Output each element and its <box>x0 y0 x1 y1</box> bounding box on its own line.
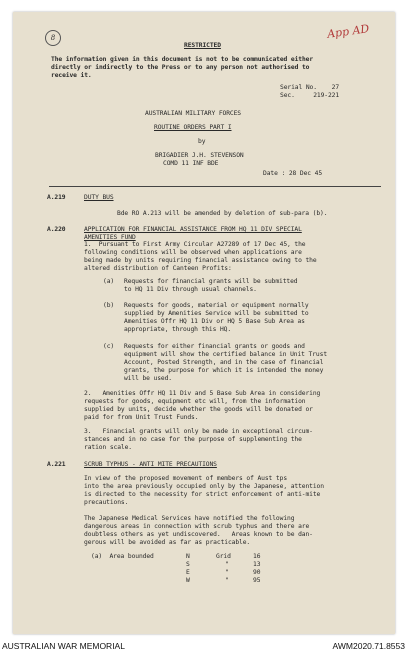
paragraph-line: Amenities Offr HQ 11 Div or HQ 5 Base Sub Area as <box>124 318 305 325</box>
paragraph-line: is directed to the necessity for strict enforcement of anti-mite <box>84 491 321 498</box>
accession-number: AWM2020.71.8553 <box>332 641 405 651</box>
paragraph-line: grants, the purpose for which it is intended the money <box>124 367 324 374</box>
paragraph-line: 1. Pursuant to First Army Circular A27289 of 17 Dec 45, the <box>84 241 306 248</box>
paragraph-2 <box>84 390 320 422</box>
area-row-value: 13 <box>253 561 261 568</box>
paragraph-line: 2. Amenities Offr HQ 11 Div and 5 Base Sub Area in considering <box>84 390 321 397</box>
area-row-grid: " <box>225 577 229 584</box>
area-row-letter: E <box>186 569 190 576</box>
order-heading: SCRUB TYPHUS - ANTI MITE PRECAUTIONS <box>84 461 217 468</box>
sub-para-a <box>124 278 297 294</box>
sub-para-label: (b) <box>103 302 115 309</box>
paragraph-line: dangerous areas in connection with scrub typhus and there are <box>84 523 310 530</box>
area-row-grid: " <box>225 569 229 576</box>
paragraph-3 <box>84 428 313 452</box>
caveat-line: The information given in this document is not to be communicated either <box>51 56 314 63</box>
paragraph-line: following conditions will be observed when applications are <box>84 249 302 256</box>
classification-heading: RESTRICTED <box>184 42 221 49</box>
order-heading-continued: AMENITIES FUND <box>84 234 136 241</box>
order-text: Bde RO A.213 will be amended by deletion of sub-para (b). <box>117 210 328 217</box>
scrub-typhus-paragraph-2 <box>84 515 313 547</box>
organisation-title: AUSTRALIAN MILITARY FORCES <box>145 110 241 117</box>
paragraph-line: supplied by Amenities Service will be submitted to <box>124 310 309 317</box>
paragraph-line: Account, Posted Strength, and in the case of financial <box>124 359 324 366</box>
paragraph-line: gerous will be avoided as far as practicable. <box>84 539 251 546</box>
paragraph-line: into the area previously occupied only by the Japanese, attention <box>84 483 324 490</box>
area-row-value: 90 <box>253 569 261 576</box>
order-heading: APPLICATION FOR FINANCIAL ASSISTANCE FROM HQ 11 DIV SPECIAL <box>84 226 302 233</box>
sub-para-label: (a) <box>103 278 115 285</box>
section-range: Sec. 219-221 <box>280 92 340 99</box>
command-name: COMD 11 INF BDE <box>163 160 219 167</box>
paragraph-line: to HQ 11 Div through usual channels. <box>124 286 257 293</box>
order-heading: DUTY BUS <box>84 194 114 201</box>
paragraph-line: being made by units requiring financial assistance owing to the <box>84 257 317 264</box>
paragraph-line: Requests for goods, material or equipment normally <box>124 302 309 309</box>
paragraph-line: ration scale. <box>84 444 132 451</box>
area-row-letter: S <box>186 561 190 568</box>
area-row-value: 16 <box>253 553 261 560</box>
paragraph-line: 3. Financial grants will only be made in exceptional circum- <box>84 428 313 435</box>
orders-title: ROUTINE ORDERS PART I <box>154 124 232 131</box>
order-number: A.221 <box>47 461 66 468</box>
paragraph-line: In view of the proposed movement of members of Aust tps <box>84 475 288 482</box>
paragraph-line: equipment will show the certified balance in Unit Trust <box>124 351 328 358</box>
order-number: A.220 <box>47 226 66 233</box>
area-row-value: 95 <box>253 577 261 584</box>
by-line: by <box>198 138 206 145</box>
handwritten-annotation: App AD <box>326 22 370 41</box>
divider-rule <box>49 186 381 187</box>
paragraph-line: precautions. <box>84 499 129 506</box>
paragraph-line: appropriate, through this HQ. <box>124 326 232 333</box>
area-table-label: (a) Area bounded <box>91 553 154 560</box>
archive-name: AUSTRALIAN WAR MEMORIAL <box>2 641 125 651</box>
security-caveat <box>51 56 313 80</box>
paragraph-1 <box>84 241 317 273</box>
paragraph-line: supplied by units, decide whether the goods will be donated or <box>84 406 313 413</box>
paragraph-line: will be used. <box>124 375 172 382</box>
margin-circle-mark: 8 <box>45 30 61 46</box>
order-number: A.219 <box>47 194 66 201</box>
archive-footer <box>0 637 408 653</box>
document-page <box>13 12 395 634</box>
caveat-line: directly or indirectly to the Press or to any person not authorised to <box>51 64 310 71</box>
scrub-typhus-paragraph-1 <box>84 475 324 507</box>
order-date: Date : 28 Dec 45 <box>263 170 323 177</box>
paragraph-line: doubtless others as yet undiscovered. Areas known to be dan- <box>84 531 313 538</box>
caveat-line: receive it. <box>51 72 92 79</box>
area-row-letter: N <box>186 553 190 560</box>
area-row-letter: W <box>186 577 190 584</box>
serial-number: Serial No. 27 <box>280 84 340 91</box>
paragraph-line: paid for from Unit Trust Funds. <box>84 414 199 421</box>
paragraph-line: Requests for financial grants will be submitted <box>124 278 298 285</box>
paragraph-line: Requests for either financial grants or goods and <box>124 343 305 350</box>
area-row-grid: " <box>225 561 229 568</box>
commander-name: BRIGADIER J.H. STEVENSON <box>155 152 244 159</box>
paragraph-line: The Japanese Medical Services have notified the following <box>84 515 295 522</box>
paragraph-line: requests for goods, equipment etc will, from the information <box>84 398 306 405</box>
sub-para-b <box>124 302 309 334</box>
sub-para-label: (c) <box>103 343 115 350</box>
sub-para-c <box>124 343 327 383</box>
area-row-grid: Grid <box>216 553 231 560</box>
paragraph-line: stances and in no case for the purpose of supplementing the <box>84 436 302 443</box>
paragraph-line: altered distribution of Canteen Profits: <box>84 265 232 272</box>
